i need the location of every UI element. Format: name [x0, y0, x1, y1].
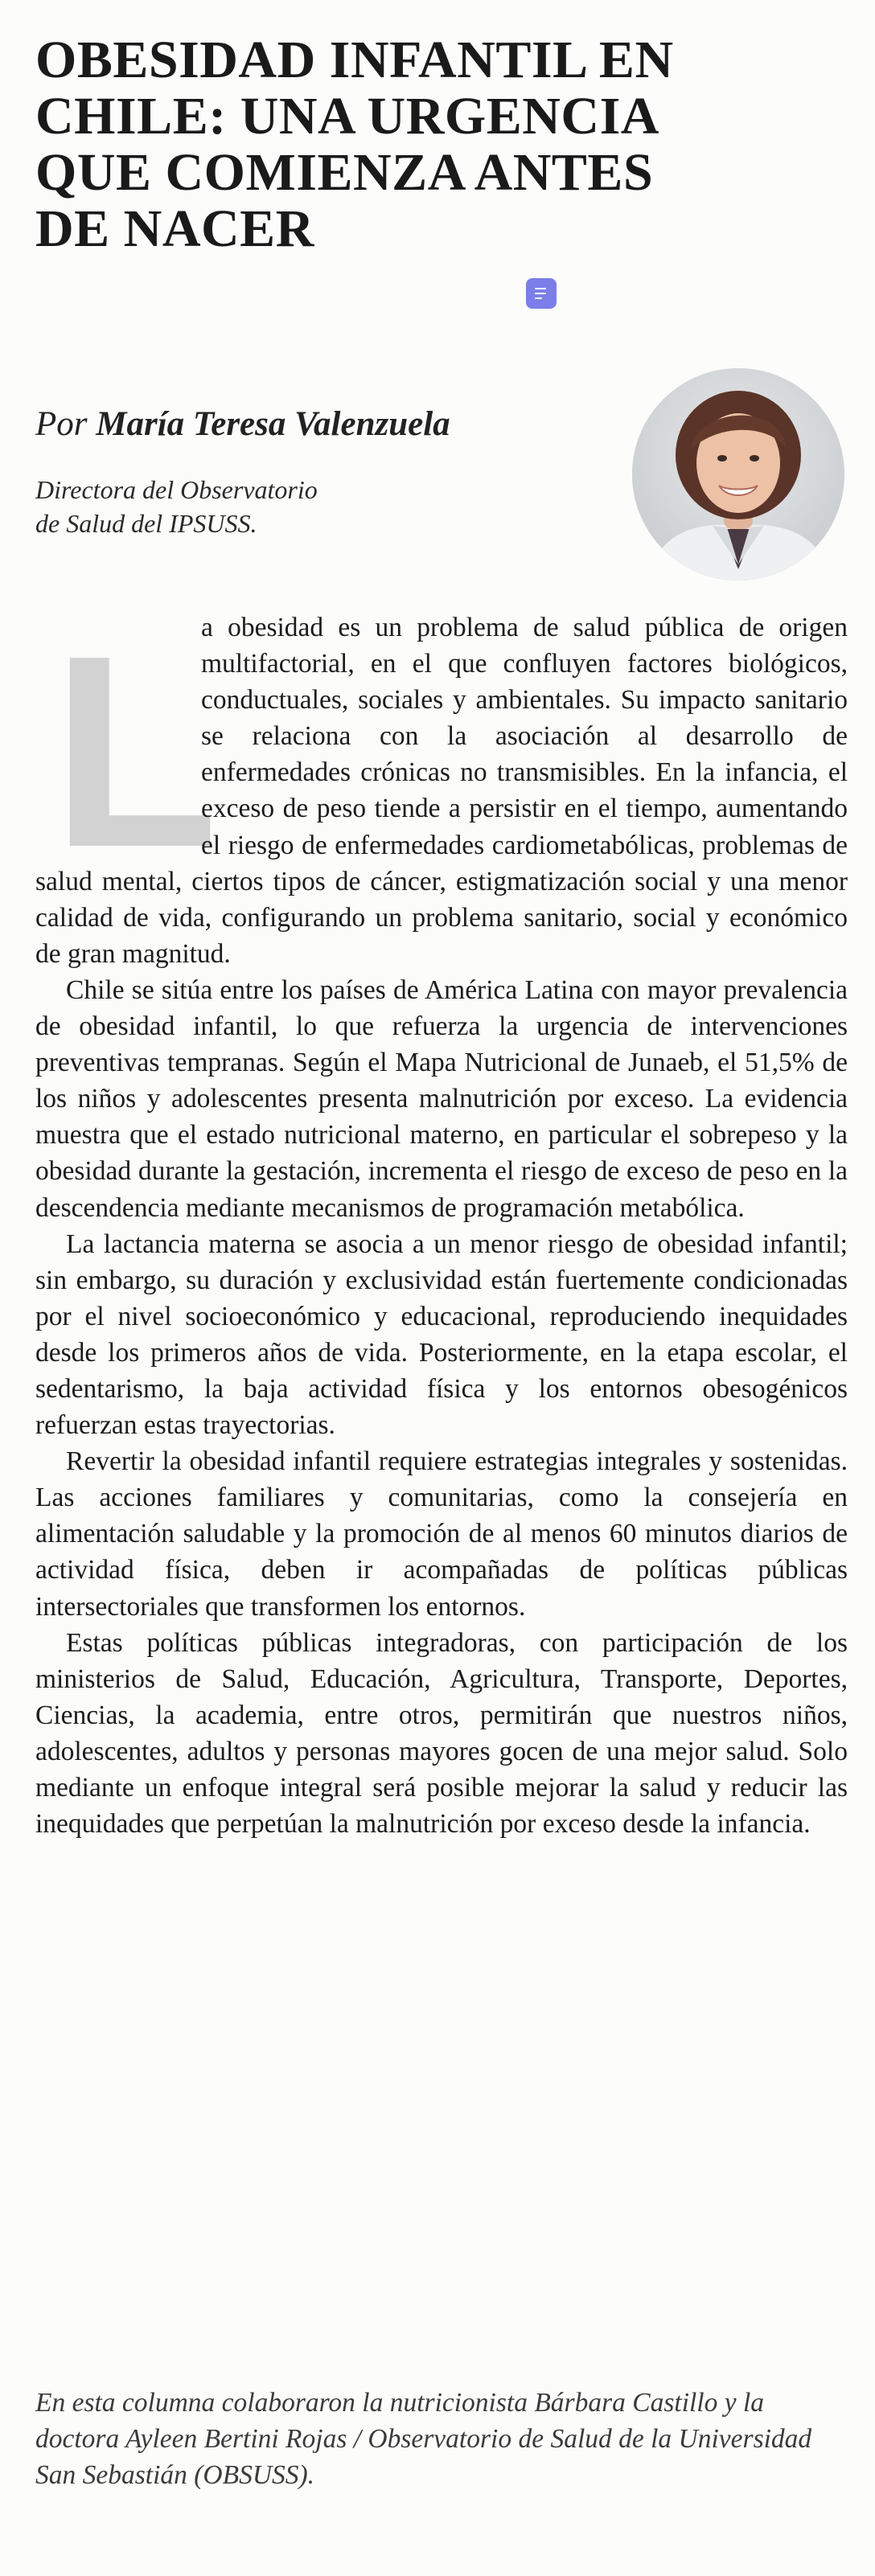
document-icon[interactable]	[526, 278, 557, 309]
paragraph-3: La lactancia materna se asocia a un menor riesgo de obesidad infantil; sin embargo, su duración y exclusividad están fuertemente condicionadas por el nivel socioeconómico y educacional, reproduciendo inequidades desde los primeros años de vida. Posteriormente, en la etapa escolar, el sedentarismo, la baja actividad física y los entornos obesogénicos refuerzan estas trayectorias.	[35, 1229, 848, 1441]
drop-cap: L	[51, 599, 219, 904]
drop-cap-spacer	[35, 609, 201, 844]
paragraph-2: Chile se sitúa entre los países de América Latina con mayor prevalencia de obesidad infantil, lo que refuerza la urgencia de intervenciones preventivas tempranas. Según el Mapa Nutricional de Junaeb, el 51,5% de los niños y adolescentes presenta malnutrición por exceso. La evidencia muestra que el estado nutricional materno, en particular el sobrepeso y la obesidad durante la gestación, incrementa el riesgo de exceso de peso en la descendencia mediante mecanismos de programación metabólica.	[35, 974, 848, 1223]
author-role	[35, 473, 318, 540]
author-role-line-1: Directora del Observatorio	[35, 475, 318, 504]
author-name: María Teresa Valenzuela	[96, 405, 450, 443]
paragraph-1: a obesidad es un problema de salud pública de origen multifactorial, en el que confluyen factores biológicos, conductuales, sociales y ambientales. Su impacto sanitario se relaciona con la asociación al desarrollo de enfermedades crónicas no transmisibles. En la infancia, el exceso de peso tiende a persistir en el tiempo, aumentando el riesgo de enfermedades cardiometabólicas, problemas de salud mental, ciertos tipos de cáncer, estigmatización social y una menor calidad de vida, configurando un problema sanitario, social y económico de gran magnitud.	[35, 613, 848, 969]
author-portrait	[632, 368, 844, 580]
collaborators-note: En esta columna colaboraron la nutricionista Bárbara Castillo y la doctora Ayleen Bertini Rojas / Observatorio de Salud de la Universidad San Sebastián (OBSUSS).	[35, 2388, 812, 2490]
portrait-illustration	[632, 368, 844, 580]
paragraph-4: Revertir la obesidad infantil requiere estrategias integrales y sostenidas. Las acciones familiares y comunitarias, como la consejería en alimentación saludable y la promoción de al menos 60 minutos diarios de actividad física, deben ir acompañadas de políticas públicas intersectoriales que transformen los entornos.	[35, 1446, 848, 1622]
paragraph-5: Estas políticas públicas integradoras, con participación de los ministerios de Salud, Educación, Agricultura, Transporte, Deportes, Ciencias, la academia, entre otros, permitirán que nuestros niños, adolescentes, adultos y personas mayores gocen de una mejor salud. Solo mediante un enfoque integral será posible mejorar la salud y reducir las inequidades que perpetúan la malnutrición por exceso desde la infancia.	[35, 1627, 848, 1840]
byline-prefix: Por	[35, 405, 88, 443]
article-title: OBESIDAD INFANTIL EN CHILE: UNA URGENCIA QUE COMIENZA ANTES DE NACER	[35, 31, 674, 258]
article-body	[35, 599, 848, 1842]
byline	[35, 402, 450, 447]
author-role-line-2: de Salud del IPSUSS.	[35, 509, 257, 538]
